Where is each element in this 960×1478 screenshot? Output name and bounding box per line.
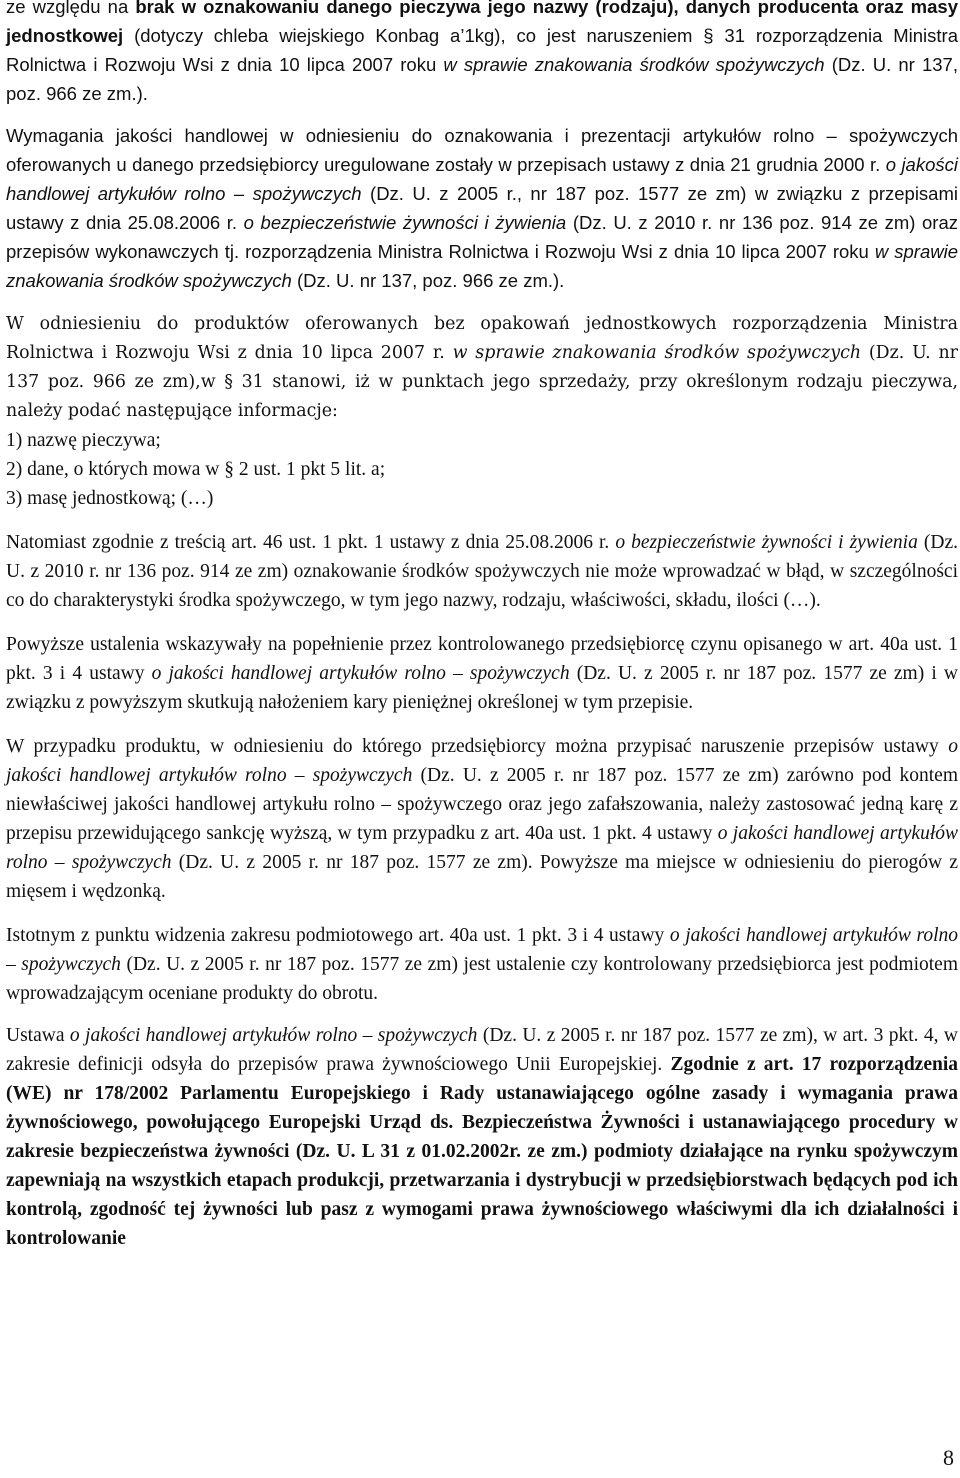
text-run: W przypadku produktu, w odniesieniu do którego przedsiębiorcy można przypisać naruszenie przepisów ustawy xyxy=(6,736,949,757)
text-run: (Dz. U. z 2005 r. nr 187 poz. 1577 ze zm), w art. 3 pkt. 4, w zakresie definicji odsyła do przepisów prawa żywnościowego Unii Europejskiej. xyxy=(6,1025,959,1075)
text-run: (Dz. U. z 2005 r., nr 187 poz. 1577 ze zm) w związku z przepisami ustawy z dnia 25.08.2006 r. xyxy=(6,183,958,233)
document-page xyxy=(6,0,958,1253)
paragraph-6 xyxy=(6,732,958,906)
list-item-1 xyxy=(6,426,958,455)
text-run: W odniesieniu do produktów oferowanych bez opakowań jednostkowych rozporządzenia Ministra Rolnictwa i Rozwoju Wsi z dnia 10 lipca 2007 r. xyxy=(6,314,958,363)
text-run: o jakości handlowej artykułów rolno – spożywczych xyxy=(6,925,958,975)
text-run: (Dz. U. nr 137 poz. 966 ze zm),w § 31 stanowi, iż w punktach jego sprzedaży, przy określonym rodzaju pieczywa, należy podać następujące informacje: xyxy=(6,343,958,421)
text-run: (Dz. U. z 2010 r. nr 136 poz. 914 ze zm) oznakowanie środków spożywczych nie może wprowadzać w błąd, w szczególności co do charakterystyki środka spożywczego, w tym jego nazwy, rodzaju, właściwości, składu, ilości (…). xyxy=(6,532,958,611)
text-run: w sprawie znakowania środków spożywczych xyxy=(452,343,862,363)
text-run: o bezpieczeństwie żywności i żywienia xyxy=(243,212,567,233)
text-run: brak w oznakowaniu danego pieczywa jego nazwy (rodzaju), danych producenta oraz masy jednostkowej xyxy=(6,0,959,46)
text-run: Powyższe ustalenia wskazywały na popełnienie przez kontrolowanego przedsiębiorcę czynu opisanego w art. 40a ust. 1 pkt. 3 i 4 ustawy xyxy=(6,634,958,684)
text-run: o jakości handlowej artykułów rolno – spożywczych xyxy=(6,823,958,873)
paragraph-5 xyxy=(6,630,958,717)
text-run: (dotyczy chleba wiejskiego Konbag a’1kg), co jest naruszeniem § 31 rozporządzenia Ministra Rolnictwa i Rozwoju Wsi z dnia 10 lipca 2007 roku xyxy=(6,25,958,75)
paragraph-2 xyxy=(6,121,958,295)
text-run: ze względu na xyxy=(6,0,136,17)
text-run: Istotnym z punktu widzenia zakresu podmiotowego art. 40a ust. 1 pkt. 3 i 4 ustawy xyxy=(6,925,670,946)
text-run: o jakości handlowej artykułów rolno – spożywczych xyxy=(6,154,958,204)
text-run: (Dz. U. z 2005 r. nr 187 poz. 1577 ze zm) jest ustalenie czy kontrolowany przedsiębiorca jest podmiotem wprowadzającym oceniane produkty do obrotu. xyxy=(6,954,959,1004)
text-run: Wymagania jakości handlowej w odniesieniu do oznakowania i prezentacji artykułów rolno – spożywczych oferowanych u danego przedsiębiorcy uregulowane zostały w przepisach ustawy z dnia 21 grudnia 2000 r. xyxy=(6,125,958,175)
paragraph-3 xyxy=(6,310,958,426)
text-run: 1) nazwę pieczywa; xyxy=(6,430,161,451)
text-run: (Dz. U. nr 137, poz. 966 ze zm.). xyxy=(291,270,565,291)
text-run: o jakości handlowej artykułów rolno – spożywczych xyxy=(69,1025,478,1046)
paragraph-7 xyxy=(6,921,958,1008)
paragraph-8 xyxy=(6,1021,958,1253)
paragraph-4 xyxy=(6,528,958,615)
text-run: Ustawa xyxy=(6,1025,70,1046)
text-run: (Dz. U. z 2005 r. nr 187 poz. 1577 ze zm). Powyższe ma miejsce w odniesieniu do pierogów z mięsem i wędzonką. xyxy=(6,852,959,902)
text-run: (Dz. U. z 2005 r. nr 187 poz. 1577 ze zm) i w związku z powyższym skutkują nałożeniem kary pieniężnej określonej w tym przepisie. xyxy=(6,663,958,713)
text-run: (Dz. U. z 2010 r. nr 136 poz. 914 ze zm) oraz przepisów wykonawczych tj. rozporządzenia Ministra Rolnictwa i Rozwoju Wsi z dnia 10 lipca 2007 roku xyxy=(6,212,959,262)
text-run: 2) dane, o których mowa w § 2 ust. 1 pkt 5 lit. a; xyxy=(6,459,386,480)
paragraph-1 xyxy=(6,0,958,108)
text-run: Natomiast zgodnie z treścią art. 46 ust. 1 pkt. 1 ustawy z dnia 25.08.2006 r. xyxy=(6,532,616,553)
text-run: (Dz. U. z 2005 r. nr 187 poz. 1577 ze zm) zarówno pod kontem niewłaściwej jakości handlowej artykułu rolno – spożywczego oraz jego zafałszowania, należy zastosować jedną karę z przepisu przewidującego sankcję wyższą, w tym przypadku z art. 40a ust. 1 pkt. 4 ustawy xyxy=(6,765,958,844)
text-run: Zgodnie z art. 17 rozporządzenia (WE) nr 178/2002 Parlamentu Europejskiego i Rady ustanawiającego ogólne zasady i wymagania prawa żywnościowego, powołującego Europejski Urząd ds. Bezpieczeństwa Żywności i ustanawiającego procedury w zakresie bezpieczeństwa żywności (Dz. U. L 31 z 01.02.2002r. ze zm.) podmioty działające na rynku spożywczym zapewniają na wszystkich etapach produkcji, przetwarzania i dystrybucji w przedsiębiorstwach będących pod ich kontrolą, zgodność tej żywności lub pasz z wymogami prawa żywnościowego właściwymi dla ich działalności i kontrolowanie xyxy=(6,1054,958,1249)
text-run: w sprawie znakowania środków spożywczych xyxy=(6,241,958,291)
text-run: o bezpieczeństwie żywności i żywienia xyxy=(615,532,918,553)
text-run: o jakości handlowej artykułów rolno – spożywczych xyxy=(6,736,958,786)
list-item-2 xyxy=(6,455,958,484)
text-run: w sprawie znakowania środków spożywczych xyxy=(443,54,825,75)
text-run: 3) masę jednostkową; (…) xyxy=(6,488,214,509)
list-item-3 xyxy=(6,484,958,513)
text-run: (Dz. U. nr 137, poz. 966 ze zm.). xyxy=(6,54,958,104)
text-run: o jakości handlowej artykułów rolno – spożywczych xyxy=(151,663,570,684)
page-number: 8 xyxy=(943,1445,954,1470)
